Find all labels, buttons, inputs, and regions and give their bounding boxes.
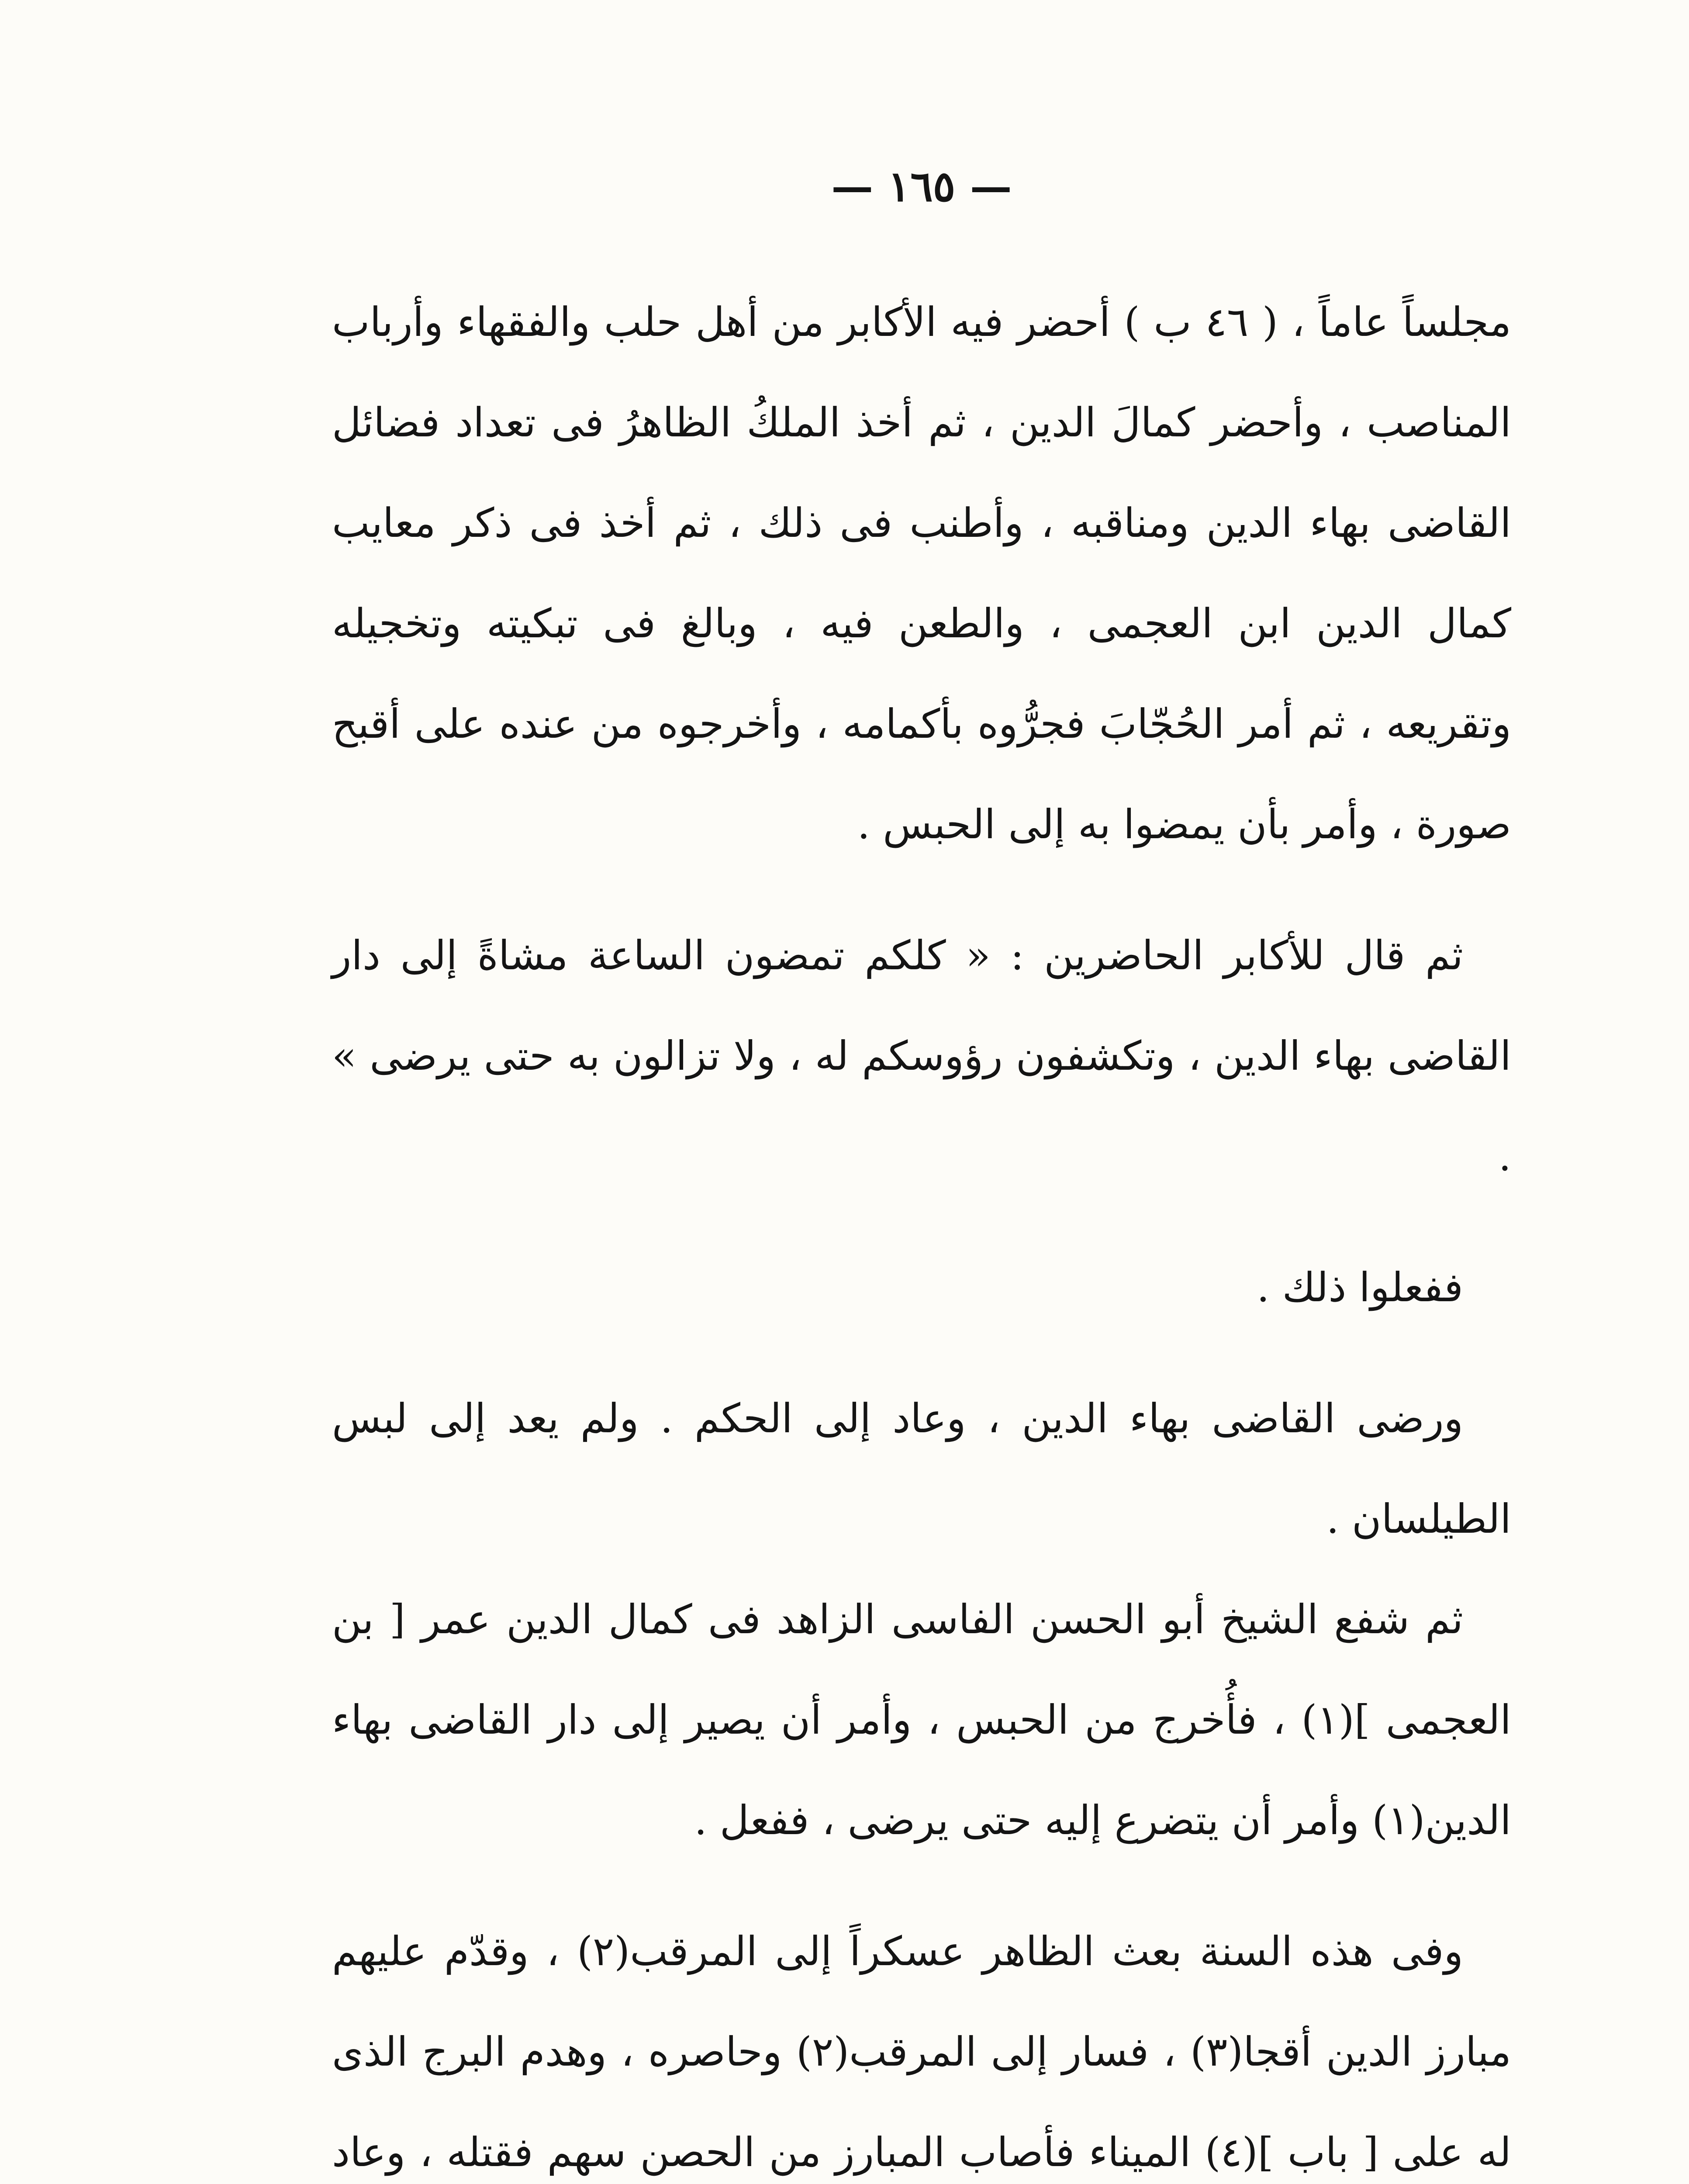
paragraph-3: ففعلوا ذلك . xyxy=(1257,1264,1463,1311)
paragraph-4: ورضى القاضى بهاء الدين ، وعاد إلى الحكم . ولم يعد إلى لبس الطيلسان . xyxy=(332,1395,1511,1542)
paragraph-6: وفى هذه السنة بعث الظاهر عسكراً إلى المرقب(٢) ، وقدّم عليهم مبارز الدين أقجا(٣) ، فسار إلى المرقب(٢) وحاصره ، وهدم البرج الذى له على [ باب ](٤) الميناء فأصاب المبارز من الحصن سهم فقتله ، وعاد xyxy=(332,1928,1511,2176)
document-page xyxy=(332,144,1511,2184)
paragraph-2: ثم قال للأكابر الحاضرين : « كلكم تمضون الساعة مشاةً إلى دار القاضى بهاء الدين ، وتكشفون رؤوسكم له ، ولا تزالون به حتى يرضى » . xyxy=(332,932,1511,1180)
paragraph-1: مجلساً عاماً ، ( ٤٦ ب ) أحضر فيه الأكابر من أهل حلب والفقهاء وأرباب المناصب ، وأحضر كمالَ الدين ، ثم أخذ الملكُ الظاهرُ فى تعداد فضائل القاضى بهاء الدين ومناقبه ، وأطنب فى ذلك ، ثم أخذ فى ذكر معايب كمال الدين ابن العجمى ، والطعن فيه ، وبالغ فى تبكيته وتخجيله وتقريعه ، ثم أمر الحُجّابَ فجرُّوه بأكمامه ، وأخرجوه من عنده على أقبح صورة ، وأمر بأن يمضوا به إلى الحبس . xyxy=(332,299,1511,848)
paragraph-5: ثم شفع الشيخ أبو الحسن الفاسى الزاهد فى كمال الدين عمر [ بن العجمى ](١) ، فأُخرج من الحبس ، وأمر أن يصير إلى دار القاضى بهاء الدين(١) وأمر أن يتضرع إليه حتى يرضى ، ففعل . xyxy=(332,1596,1511,1844)
page-number: — ١٦٥ — xyxy=(831,162,1012,211)
